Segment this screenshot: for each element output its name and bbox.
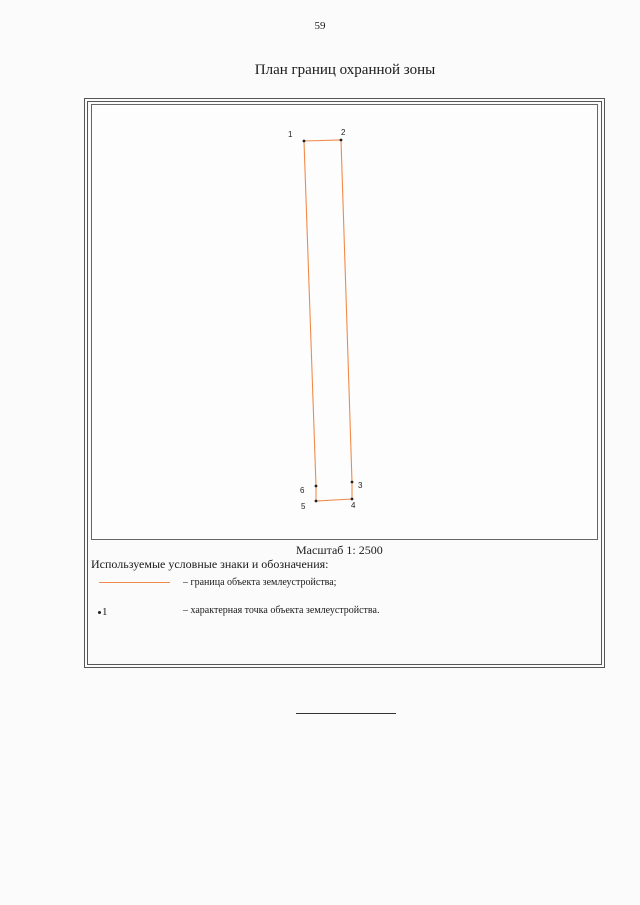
boundary-point-marker (340, 139, 343, 142)
legend-point-symbol (98, 606, 108, 618)
legend-boundary-text: – граница объекта землеустройства; (183, 577, 337, 588)
boundary-plan (92, 105, 597, 539)
boundary-point-marker (315, 485, 318, 488)
boundary-point-marker (351, 481, 354, 484)
boundary-point-label: 2 (341, 128, 346, 137)
boundary-point-marker (351, 498, 354, 501)
boundary-point-marker (303, 140, 306, 143)
legend-boundary-line (99, 582, 170, 583)
scale-label: Масштаб 1: 2500 (296, 543, 383, 557)
page-number: 59 (314, 20, 326, 32)
bottom-rule (296, 713, 396, 714)
legend-title: Используемые условные знаки и обозначения: (91, 557, 329, 571)
point-dot-icon (98, 611, 101, 614)
map-area (91, 104, 598, 540)
boundary-point-marker (315, 500, 318, 503)
boundary-point-label: 6 (300, 486, 305, 495)
boundary-point-label: 5 (301, 502, 306, 511)
page-title: План границ охранной зоны (254, 62, 436, 78)
boundary-point-label: 1 (288, 130, 293, 139)
boundary-point-label: 3 (358, 481, 363, 490)
legend-point-label: 1 (102, 606, 108, 618)
boundary-polygon (304, 140, 352, 501)
legend-point-text: – характерная точка объекта землеустройства. (183, 605, 380, 616)
boundary-point-label: 4 (351, 501, 356, 510)
